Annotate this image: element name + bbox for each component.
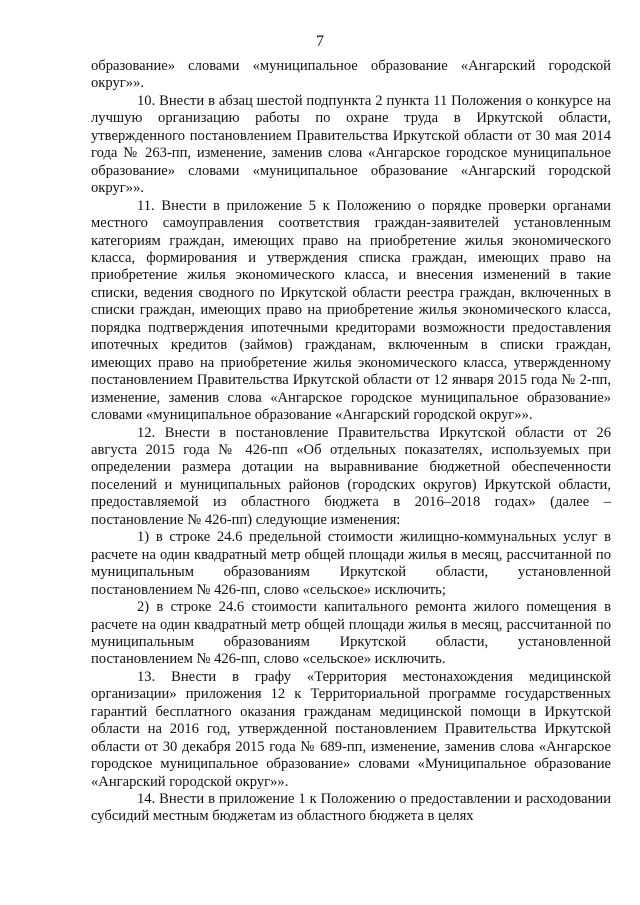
paragraph: 11. Внести в приложение 5 к Положению о порядке проверки органами местного самоуправления соответствия граждан-заявителей установленным категориям граждан, имеющих право на приобретение жилья экономического класса, формирования и утверждения списка граждан, имеющих право на приобретение жилья экономического класса, и внесения изменений в такие списки, ведения сводного по Иркутской области реестра граждан, включенных в списки граждан, имеющих право на приобретение жилья экономического класса, порядка подтверждения ипотечными кредиторами возможности предоставления ипотечных кредитов (займов) гражданам, включенным в списки граждан, имеющих право на приобретение жилья экономического класса, утвержденному постановлением Правительства Иркутской области от 12 января 2015 года № 2-пп, изменение, заменив слова «Ангарское городское муниципальное образование» словами «муниципальное образование «Ангарский городской округ»». [91, 197, 611, 424]
paragraph: 14. Внести в приложение 1 к Положению о предоставлении и расходовании субсидий местным бюджетам из областного бюджета в целях [91, 791, 611, 825]
paragraph: 10. Внести в абзац шестой подпункта 2 пункта 11 Положения о конкурсе на лучшую организацию работы по охране труда в Иркутской области, утвержденного постановлением Правительства Иркутской области от 30 мая 2014 года № 263-пп, изменение, заменив слова «Ангарское городское муниципальное образование» словами «муниципальное образование «Ангарский городской округ»». [91, 92, 611, 197]
paragraph: 2) в строке 24.6 стоимости капитального ремонта жилого помещения в расчете на один квадратный метр общей площади жилья в месяц, рассчитанной по муниципальным образованиям Иркутской области, установленной постановлением № 426-пп, слово «сельское» исключить. [91, 599, 611, 668]
page-number: 7 [316, 33, 324, 50]
paragraph: 12. Внести в постановление Правительства Иркутской области от 26 августа 2015 года № 426-пп «Об отдельных показателях, используемых при определении размера дотации на выравнивание бюджетной обеспеченности поселений и муниципальных районов (городских округов) Иркутской области, предоставляемой из областного бюджета в 2016–2018 годах» (далее – постановление № 426-пп) следующие изменения: [91, 424, 611, 528]
paragraph: образование» словами «муниципальное образование «Ангарский городской округ»». [91, 58, 611, 92]
paragraph: 13. Внести в графу «Территория местонахождения медицинской организации» приложения 12 к Территориальной программе государственных гарантий бесплатного оказания гражданам медицинской помощи в Иркутской области на 2016 год, утвержденной постановлением Правительства Иркутской области от 30 декабря 2015 года № 689-пп, изменение, заменив слова «Ангарское городское муниципальное образование» словами «Муниципальное образование «Ангарский городской округ»». [91, 668, 611, 790]
paragraph: 1) в строке 24.6 предельной стоимости жилищно-коммунальных услуг в расчете на один квадратный метр общей площади жилья в месяц, рассчитанной по муниципальным образованиям Иркутской области, установленной постановлением № 426-пп, слово «сельское» исключить; [91, 529, 611, 598]
document-body [91, 58, 611, 826]
